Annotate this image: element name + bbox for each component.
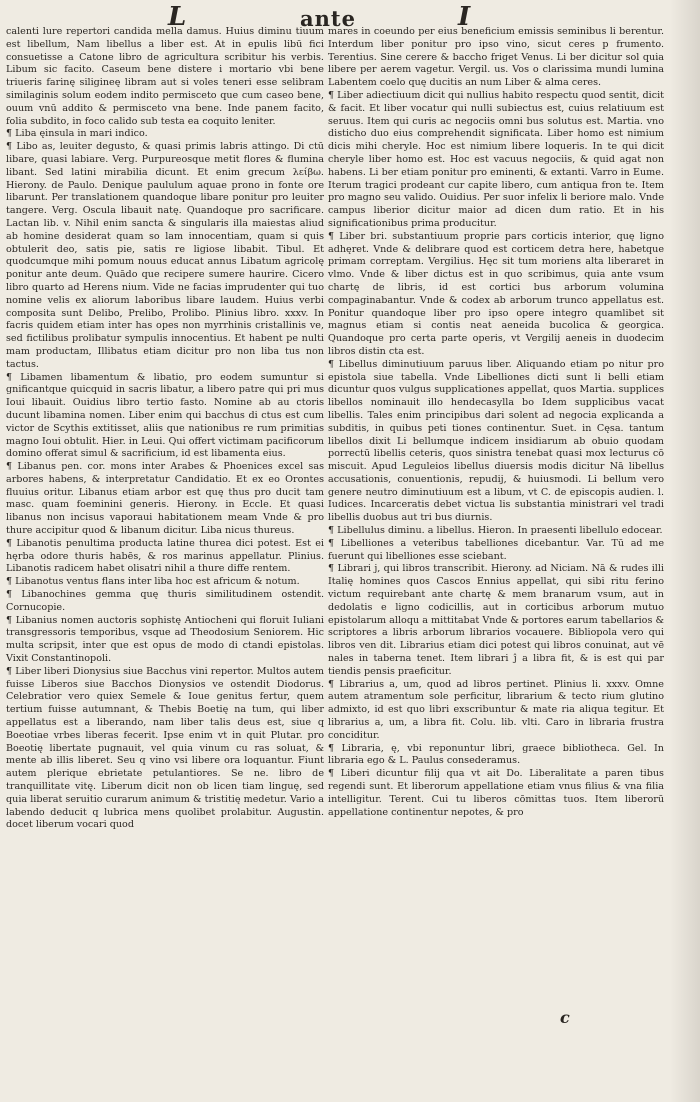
page-shadow	[670, 0, 700, 1102]
left-column	[6, 26, 324, 832]
header-letter-right: I	[458, 2, 471, 32]
entry-libellus: ¶ Libellus diminutiuum paruus liber. Aliquando etiam po nitur pro epistola siue tabella. Vnde Libelliones dicti sunt li belli etiam dicuntur quos vulgus supplicationes appellat, quos Martia. supplices libellos nominauit illo hendecasylla bo Idem supplicibus vacat libellis. Tales enim principibus dari solent ad negocia explicanda a subditis, in quibus peti tiones continentur. Suet. in Cęsa. tantum libellos dixit Li bellumque indicem insidiarum ab obuio quodam porrectū libellis ceteris, quos sinistra tenebat quasi mox lecturus cō miscuit. Apud Leguleios libellus diuersis modis dicitur Nā libellus accusationis, conuentionis, repudij, & huiusmodi. Li bellum vero genere neutro diminutiuum est a libum, vt C. de episcopis audien. l. Iudices. Incarceratis debet victua lis substantia ministrari vel tradi libellis duobus aut tri bus diurnis.	[328, 358, 664, 524]
entry-liberi: ¶ Liberi dicuntur filij qua vt ait Do. Liberalitate a paren tibus regendi sunt. Et liberorum appellatione etiam vnus filius & vna filia intelligitur. Terent. Cui tu liberos cōmittas tuos. Item liberorū appellatione continentur nepotes, & pro	[328, 768, 664, 818]
entry-libamen: ¶ Libamen libamentum & libatio, pro eodem sumuntur si gnificantque quicquid in sacris libatur, a libero patre qui pri mus Ioui libauit. Ouidius libro tertio fasto. Nomine ab au ctoris ducunt libamina nomen. Liber enim qui bacchus di ctus est cum victor de Scythis extitisset, aliis que nationibus re rum primitias magno Ioui obtulit. Hier. in Leui. Qui offert victimam pacificorum domino offerat simul & sacrificium, id est libamenta eius.	[6, 371, 324, 460]
entry-mares: mares in coeundo per eius beneficium emissis seminibus li berentur. Interdum liber ponitur pro ipso vino, sicut ceres p frumento. Terentius. Sine cerere & baccho friget Venus. Li ber dicitur sol quia libere per aerem vagetur. Vergil. us. Vos o clarissima mundi lumina Labentem coelo quę ducitis an num Liber & alma ceres.	[328, 26, 664, 89]
entry-calenti: calenti lure repertori candida mella damus. Huius diminu tiuum est libellum, Nam libellus a liber est. At in epulis libū fici consuetisse a Catone libro de agricultura scribitur his verbis. Libum sic facito. Caseum bene distere i mortario vbi bene triueris farinę siligineę libram aut si voles teneri esse selibram similaginis solum eodem indito permisceto que cum caseo bene, ouum vnū addito & permisceto vna bene. Inde panem facito, folia subdito, in foco calido sub testa ea coquito leniter.	[6, 26, 324, 127]
entry-libo: ¶ Libo as, leuiter degusto, & quasi primis labris attingo. Di ctū libare, quasi labiare. Verg. Purpureosque metit flores & flumina libant. Sed latini mirabilia dicunt. Et enim grecum λείβω. Hierony. de Paulo. Denique paululum aquae prono in fonte ore libarunt. Per translationem quandoque libare ponitur pro leuiter tangere. Verg. Oscula libauit natę. Quandoque pro sacrificare. Lactan lib. v. Nihil enim sancta & singularis illa maiestas aliud ab homine desiderat quam so lam innocentiam, quam si quis obtulerit deo, satis pie, satis re ligiose libabit. Tibul. Et quodcumque mihi pomum nouus educat annus Libatum agricolę ponitur ante deum. Quādo que recipere sumere haurire. Cicero libro quarto ad Herens nium. Vide ne facias imprudenter qui tuo nomine velis ex aliorum laboribus libare laudem. Huius verbi composita sunt Delibo, Prelibo, Prolibo. Plinius libro. xxxv. In facris quidem etiam inter has opes non myrrhinis cristallinis ve, sed fictilibus prolibatur sympulis innocentius. Et habent pe nulti mam productam, Illibatus etiam dicitur pro non liba tus non tactus.	[6, 141, 324, 370]
header-letter-left: L	[168, 2, 187, 32]
entry-libraria: ¶ Libraria, ę, vbi reponuntur libri, graece bibliotheca. Gel. In libraria ego & L. Paulus consederamus.	[328, 742, 664, 767]
entry-librarius: ¶ Librarius a, um, quod ad libros pertinet. Plinius li. xxxv. Omne autem atramentum sole perficitur, librarium & tecto rium glutino admixto, id est quo libri exscribuntur & mate ria aliqua tegitur. Et librarius a, um, a libra fit. Colu. lib. vlti. Caro in libraria frustra conciditur.	[328, 678, 664, 741]
entry-liber-bri: ¶ Liber bri. substantiuum proprie pars corticis interior, quę ligno adhęret. Vnde & delibrare quod est corticem detra here, habetque primam correptam. Vergilius. Hęc sit tum moriens alta liberaret in vlmo. Vnde & liber dictus est in quo scribimus, quia ante vsum chartę de libris, id est cortici bus arborum volumina compaginabantur. Vnde & codex ab arborum trunco appellatus est. Ponitur quandoque liber pro ipso opere integro quamlibet sit magnus etiam si contis neat aeneida bucolica & georgica. Quandoque pro certa parte operis, vt Vergilij aeneis in duodecim libros distin cta est.	[328, 230, 664, 357]
entry-libanotus: ¶ Libanotus ventus flans inter liba hoc est africum & notum.	[6, 576, 300, 588]
entry-libanus: ¶ Libanus pen. cor. mons inter Arabes & Phoenices excel sas arbores habens, & interpretatur Candidatio. Et ex eo Orontes fluuius oritur. Libanus etiam arbor est quę thus pro ducit tam masc. quam foeminini generis. Hierony. in Eccle. Et quasi libanus non incisus vaporaui habitationem meam Vnde & pro thure accipitur quod & libanum dicitur. Liba nicus thureus.	[6, 461, 324, 537]
header-word: ante	[300, 6, 356, 31]
entry-liba: ¶ Liba ęinsula in mari indico.	[6, 128, 148, 140]
catchword: c	[560, 1008, 570, 1027]
entry-liber-liberi: ¶ Liber liberi Dionysius siue Bacchus vini repertor. Multos autem fuisse Liberos siue Bacchos Dionysios ve ostendit Diodorus. Celebratior vero quiex Semele & Ioue genitus fertur, quem tertium fuisse autumnant, & Thebis Boetię na tum, qui liber appellatus est a liberando, nam liber talis deus est, siue q Boeotiae vrbes liberas fecerit. Ipse enim vt in quit Plutar. pro Boeotię libertate pugnauit, vel quia vinum cu ras soluat, & mente ab illis liberet. Seu q vino vsi libere ora loquantur. Fiunt autem plerique ebrietate petulantiores. Se ne. libro de tranquillitate vitę. Liberum dicit non ob licen tiam linguę, sed quia liberat seruitio curarum animum & tristitię medetur. Vario a labendo deducit q lubrica mens quolibet prolabitur. Augustin. docet liberum vocari quod	[6, 665, 324, 831]
entry-libellulus: ¶ Libellulus diminu. a libellus. Hieron. In praesenti libellulo edocear.	[328, 525, 663, 537]
entry-libanotis: ¶ Libanotis penultima producta latine thurea dici potest. Est ei hęrba odore thuris habēs, & ros marinus appellatur. Plinius. Libanotis radicem habet olisatri nihil a thure diffe rentem.	[6, 537, 324, 575]
entry-liber-adiectiuum: ¶ Liber adiectiuum dicit qui nullius habito respectu quod sentit, dicit & facit. Et liber vocatur qui nulli subiectus est, cuius relatiuum est seruus. Item qui curis ac negociis omni bus solutus est. Martia. vno disticho duo eius comprehendit significata. Liber homo est nimium dicis mihi cheryle. Hoc est nimium libere loqueris. In te qui dicit cheryle liber homo est. Hoc est vacuus negociis, & quid agat non habens. Li ber etiam ponitur pro eminenti, & extanti. Varro in Eume. Iterum tragici prodeant cur capite libero, cum antiqua fron te. Item pro magno seu valido. Ouidius. Per suor infelix li beriore malo. Vnde campus liberior dicitur maior ad dicen dum ratio. Et in his significationibus prima producitur.	[328, 89, 664, 229]
entry-libelliones: ¶ Libelliones a veteribus tabelliones dicebantur. Var. Tū ad me fuerunt qui libelliones esse sciebant.	[328, 537, 664, 562]
entry-libanochines: ¶ Libanochines gemma quę thuris similitudinem ostendit. Cornucopie.	[6, 589, 324, 613]
entry-librarij: ¶ Librari j, qui libros transcribit. Hierony. ad Niciam. Nā & rudes illi Italię homines quos Cascos Ennius appellat, qui sibi ritu ferino victum requirebant ante chartę & mem branarum vsum, aut in dedolatis e ligno codicillis, aut in corticibus arborum mutuo epistolarum alloqu a mittitabat Vnde & portores earum tabellarios & scriptores a libris arborum librarios vocauere. Bibliopola vero qui libros ven dit. Librarius etiam dici potest qui libros conuinat, aut vē nales in taberna tenet. Item librari ĵ a libra fit, & is est qui par tiendis pensis praeficitur.	[328, 563, 664, 677]
entry-libanius: ¶ Libanius nomen auctoris sophistę Antiocheni qui floruit Iuliani transgressoris temporibus, vsque ad Theodosium Seniorem. Hic multa scripsit, inter que est opus de modo di ctandi epistolas. Vixit Constantinopoli.	[6, 614, 324, 665]
right-column	[328, 26, 664, 819]
